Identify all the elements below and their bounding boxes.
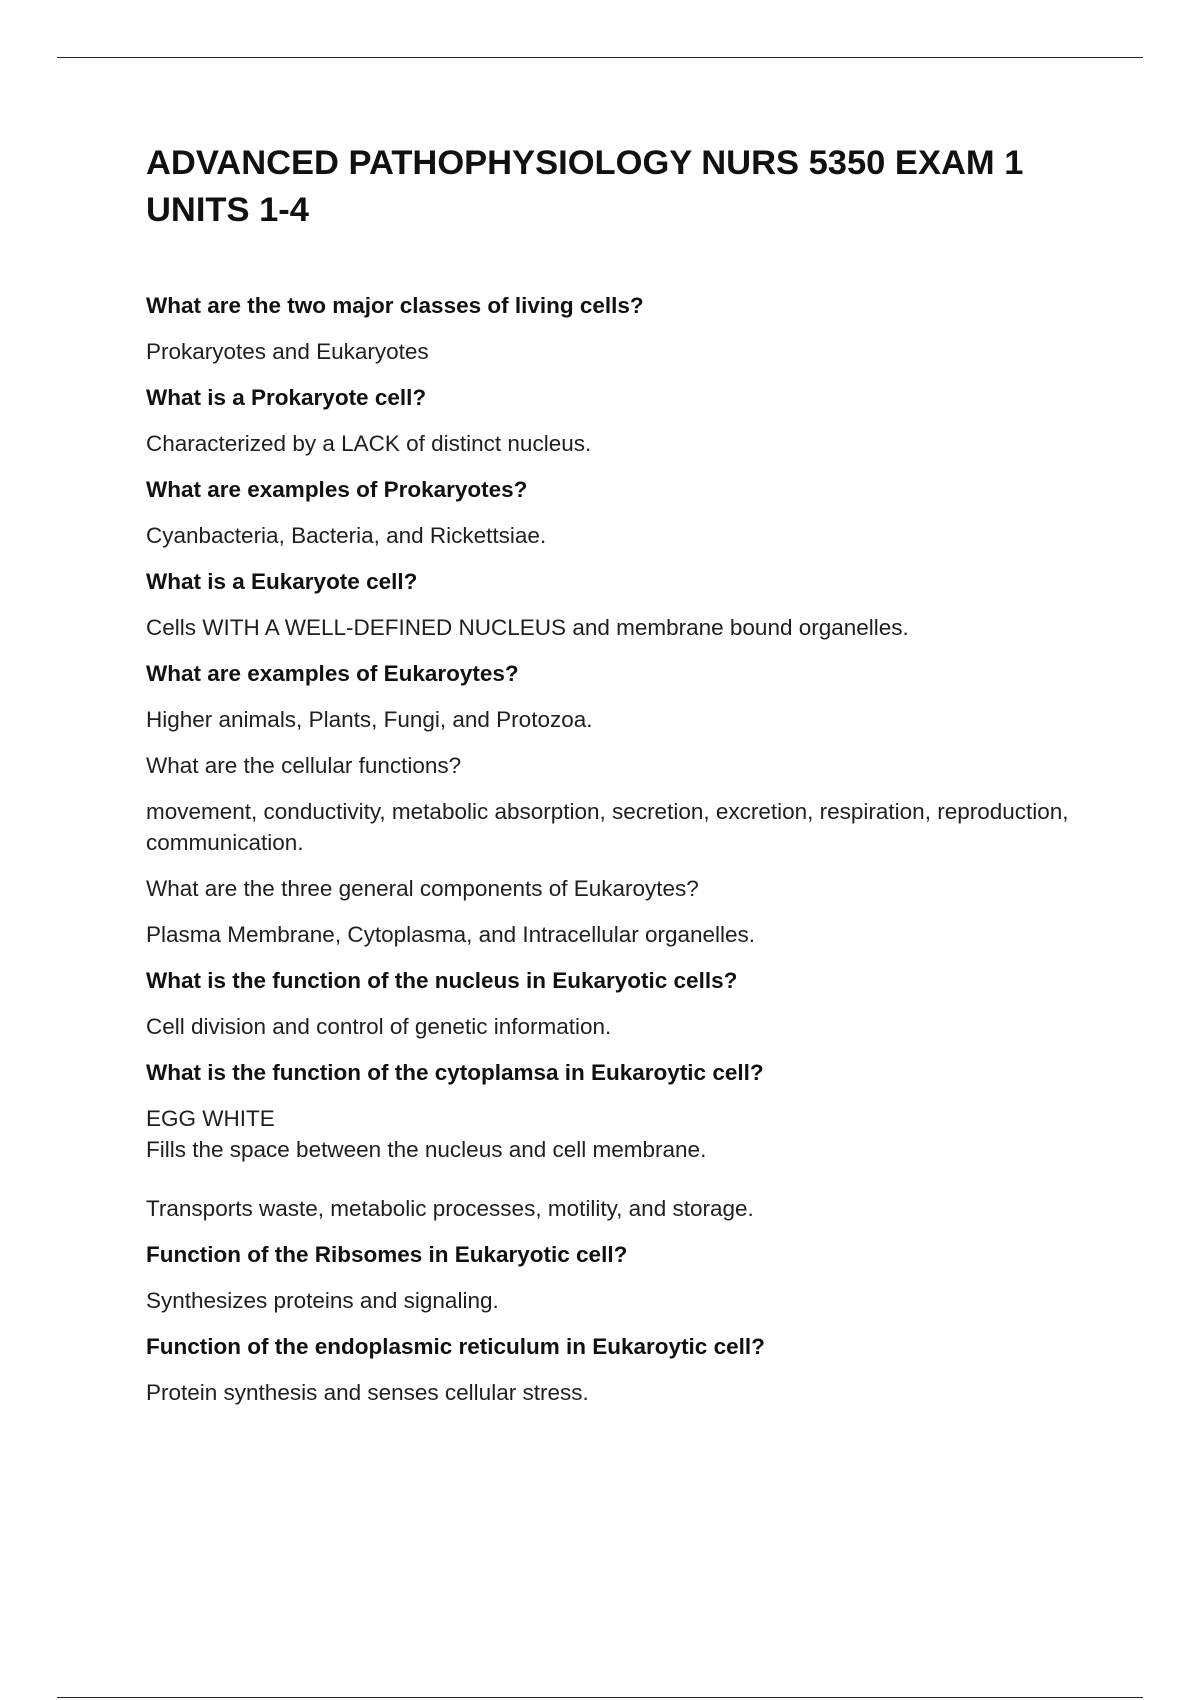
top-rule <box>57 57 1143 58</box>
answer: Fills the space between the nucleus and cell membrane. <box>146 1137 707 1162</box>
qa-list <box>146 290 1106 1408</box>
document-body <box>146 140 1106 1408</box>
question: What are examples of Prokaryotes? <box>146 477 528 502</box>
question: What is the function of the nucleus in Eukaryotic cells? <box>146 968 738 993</box>
answer: Higher animals, Plants, Fungi, and Protozoa. <box>146 707 593 732</box>
answer: Transports waste, metabolic processes, motility, and storage. <box>146 1196 754 1221</box>
answer: Cell division and control of genetic information. <box>146 1014 612 1039</box>
answer: Plasma Membrane, Cytoplasma, and Intracellular organelles. <box>146 922 756 947</box>
question: Function of the Ribsomes in Eukaryotic cell? <box>146 1242 628 1267</box>
question: Function of the endoplasmic reticulum in Eukaroytic cell? <box>146 1334 765 1359</box>
answer: What are the three general components of Eukaroytes? <box>146 876 699 901</box>
answer: Synthesizes proteins and signaling. <box>146 1288 499 1313</box>
answer: Cyanbacteria, Bacteria, and Rickettsiae. <box>146 523 547 548</box>
answer: What are the cellular functions? <box>146 753 462 778</box>
question: What is the function of the cytoplamsa in Eukaroytic cell? <box>146 1060 764 1085</box>
answer: Cells WITH A WELL-DEFINED NUCLEUS and membrane bound organelles. <box>146 615 909 640</box>
bottom-rule <box>57 1697 1143 1698</box>
answer: Prokaryotes and Eukaryotes <box>146 339 429 364</box>
answer: Protein synthesis and senses cellular stress. <box>146 1380 589 1405</box>
question: What is a Eukaryote cell? <box>146 569 418 594</box>
question: What are the two major classes of living cells? <box>146 293 644 318</box>
document-title: ADVANCED PATHOPHYSIOLOGY NURS 5350 EXAM 1 UNITS 1-4 <box>146 144 1024 229</box>
question: What is a Prokaryote cell? <box>146 385 427 410</box>
answer: movement, conductivity, metabolic absorption, secretion, excretion, respiration, reproduction, communication. <box>146 799 1069 855</box>
answer: Characterized by a LACK of distinct nucleus. <box>146 431 592 456</box>
answer: EGG WHITE <box>146 1106 275 1131</box>
question: What are examples of Eukaroytes? <box>146 661 519 686</box>
